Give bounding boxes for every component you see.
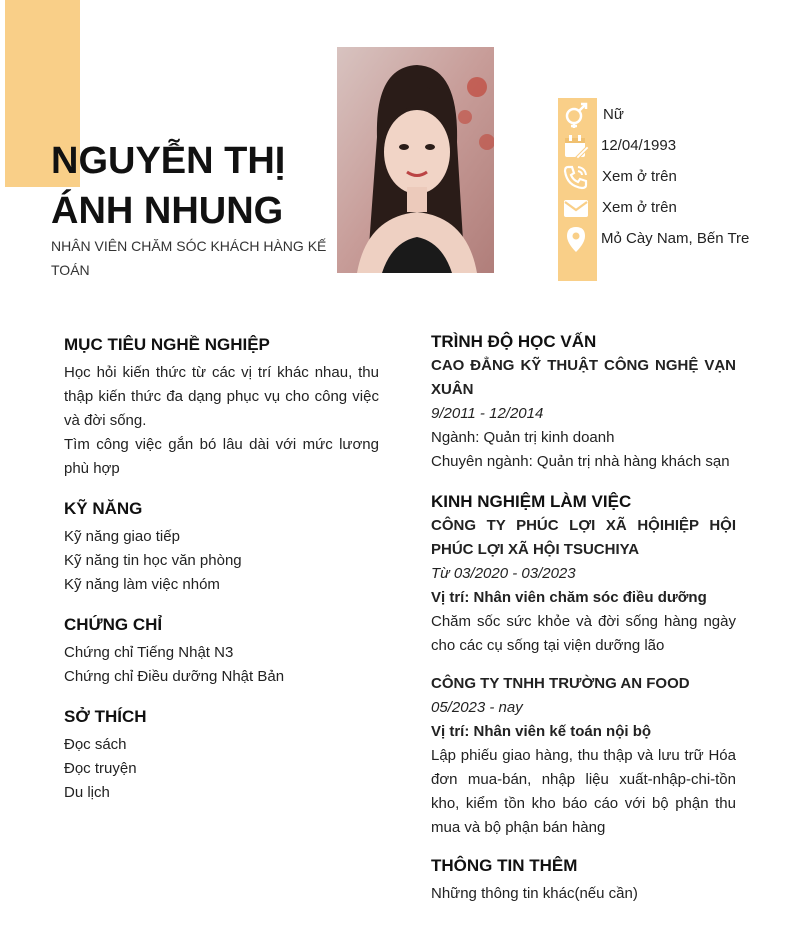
calendar-icon — [562, 132, 590, 160]
skill-item: Kỹ năng tin học văn phòng — [64, 552, 242, 569]
hobby-item: Du lịch — [64, 784, 110, 801]
job-title: NHÂN VIÊN CHĂM SÓC KHÁCH HÀNG KẾ TOÁN — [51, 238, 327, 278]
section-title: KỸ NĂNG — [64, 499, 143, 518]
hobby-item: Đọc sách — [64, 736, 127, 753]
contact-gender: Nữ — [603, 106, 624, 123]
job-description: Chăm sốc sức khỏe và đời sống hàng ngày cho các cụ sống tại viện dưỡng lão — [431, 613, 736, 654]
section-title: SỞ THÍCH — [64, 707, 147, 726]
certificates-section — [64, 613, 379, 689]
profile-photo — [337, 47, 494, 273]
job-entry — [431, 514, 736, 658]
right-column — [431, 330, 736, 922]
objective-paragraph: Tìm công việc gắn bó lâu dài với mức lương phù hợp — [64, 436, 379, 477]
skill-item: Kỹ năng làm việc nhóm — [64, 576, 220, 593]
education-section — [431, 330, 736, 474]
section-title: TRÌNH ĐỘ HỌC VẤN — [431, 332, 597, 351]
certificate-item: Chứng chỉ Điều dưỡng Nhật Bản — [64, 668, 285, 685]
hobby-item: Đọc truyện — [64, 760, 137, 777]
section-title: MỤC TIÊU NGHỀ NGHIỆP — [64, 335, 270, 354]
section-title: THÔNG TIN THÊM — [431, 856, 578, 875]
hobbies-section — [64, 705, 379, 805]
job-period: 05/2023 - nay — [431, 699, 523, 716]
objective-paragraph: Học hỏi kiến thức từ các vị trí khác nhau, thu thập kiến thức đa dạng phục vụ cho công việc và đời sống. — [64, 364, 379, 429]
mail-icon — [562, 194, 590, 222]
certificate-item: Chứng chỉ Tiếng Nhật N3 — [64, 644, 234, 661]
contact-email: Xem ở trên — [602, 199, 677, 216]
section-title: KINH NGHIỆM LÀM VIỆC — [431, 492, 632, 511]
school-name: CAO ĐẲNG KỸ THUẬT CÔNG NGHỆ VẠN XUÂN — [431, 357, 736, 398]
education-major: Ngành: Quản trị kinh doanh — [431, 429, 615, 446]
skills-section — [64, 497, 379, 597]
name-line-1: NGUYỄN THỊ — [51, 140, 286, 182]
gender-icon — [562, 101, 590, 129]
full-name — [51, 136, 285, 236]
contact-address: Mỏ Cày Nam, Bến Tre — [601, 230, 750, 247]
section-title: CHỨNG CHỈ — [64, 615, 163, 634]
job-period: Từ 03/2020 - 03/2023 — [431, 565, 576, 582]
education-period: 9/2011 - 12/2014 — [431, 405, 544, 422]
objective-section — [64, 333, 379, 481]
phone-icon — [562, 163, 590, 191]
additional-info-section — [431, 854, 736, 906]
company-name: CÔNG TY TNHH TRƯỜNG AN FOOD — [431, 675, 690, 692]
left-column — [64, 333, 379, 821]
job-position: Vị trí: Nhân viên kế toán nội bộ — [431, 723, 652, 740]
experience-section — [431, 490, 736, 840]
name-line-2: ÁNH NHUNG — [51, 190, 284, 232]
additional-info-text: Những thông tin khác(nếu cần) — [431, 885, 638, 902]
skill-item: Kỹ năng giao tiếp — [64, 528, 180, 545]
company-name: CÔNG TY PHÚC LỢI XÃ HỘIHIỆP HỘI PHÚC LỢI XÃ HỘI TSUCHIYA — [431, 517, 736, 558]
location-icon — [562, 225, 590, 253]
job-entry — [431, 672, 736, 840]
job-description: Lập phiếu giao hàng, thu thập và lưu trữ Hóa đơn mua-bán, nhập liệu xuất-nhập-chi-tồn kho, kiểm tồn kho báo cáo với bộ phận thu mua và bộ phận bán hàng — [431, 747, 736, 836]
contact-phone: Xem ở trên — [602, 168, 677, 185]
education-specialization: Chuyên ngành: Quản trị nhà hàng khách sạn — [431, 453, 730, 470]
job-position: Vị trí: Nhân viên chăm sóc điều dưỡng — [431, 589, 707, 606]
contact-birthday: 12/04/1993 — [601, 137, 677, 154]
